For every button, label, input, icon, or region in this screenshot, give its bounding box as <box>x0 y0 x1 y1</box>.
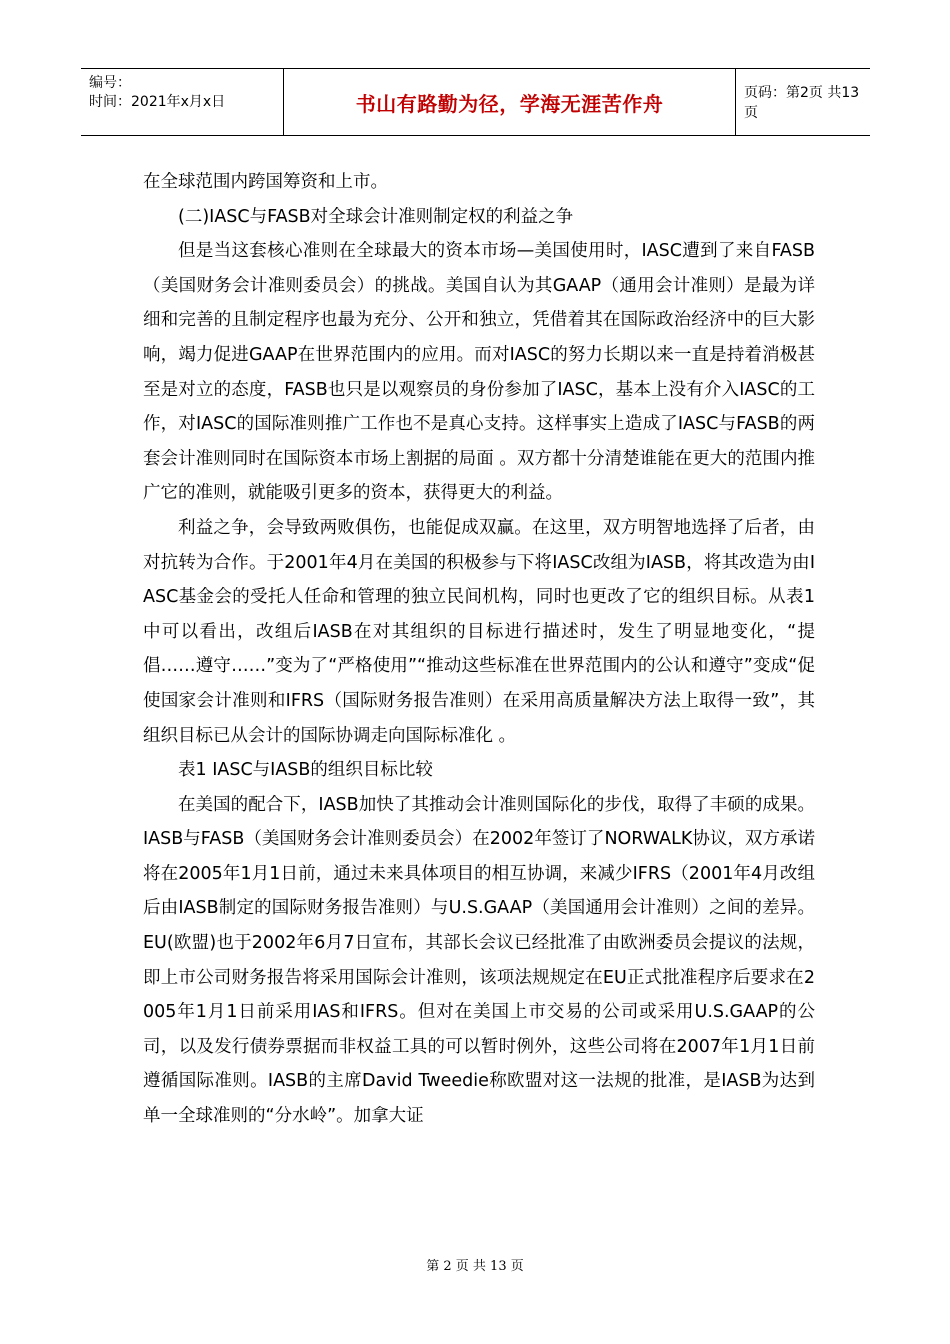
page-footer: 第 2 页 共 13 页 <box>426 1259 524 1274</box>
document-body <box>143 165 815 1134</box>
page-header <box>81 68 870 136</box>
document-time-label: 时间：2021年x月x日 <box>89 94 226 110</box>
header-motto-cell <box>283 69 736 135</box>
header-page-info: 页码：第2页 共13页 <box>744 85 860 121</box>
paragraph: 利益之争，会导致两败俱伤，也能促成双赢。在这里，双方明智地选择了后者，由对抗转为合作。于2001年4月在美国的积极参与下将IASC改组为IASB，将其改造为由IASC基金会的受托人任命和管理的独立民间机构，同时也更改了它的组织目标。从表1中可以看出，改组后IASB在对其组织的目标进行描述时，发生了明显地变化，“提倡……遵守……”变为了“严格使用”“推动这些标准在世界范围内的公认和遵守”变成“促使国家会计准则和IFRS（国际财务报告准则）在采用高质量解决方法上取得一致”，其组织目标已从会计的国际协调走向国际标准化 。 <box>143 517 815 746</box>
paragraph: 但是当这套核心准则在全球最大的资本市场—美国使用时，IASC遭到了来自FASB（美国财务会计准则委员会）的挑战。美国自认为其GAAP（通用会计准则）是最为详细和完善的且制定程序也最为充分、公开和独立，凭借着其在国际政治经济中的巨大影响，竭力促进GAAP在世界范围内的应用。而对IASC的努力长期以来一直是持着消极甚至是对立的态度，FASB也只是以观察员的身份参加了IASC，基本上没有介入IASC的工作，对IASC的国际准则推广工作也不是真心支持。这样事实上造成了IASC与FASB的两套会计准则同时在国际资本市场上割据的局面 。双方都十分清楚谁能在更大的范围内推广它的准则，就能吸引更多的资本，获得更大的利益。 <box>143 241 815 504</box>
header-page-cell <box>736 69 870 135</box>
document-number-label: 编号： <box>89 75 131 91</box>
section-heading: (二)IASC与FASB对全球会计准则制定权的利益之争 <box>178 206 574 227</box>
paragraph: 在美国的配合下，IASB加快了其推动会计准则国际化的步伐，取得了丰硕的成果。IASB与FASB（美国财务会计准则委员会）在2002年签订了NORWALK协议，双方承诺将在2005年1月1日前，通过未来具体项目的相互协调，来减少IFRS（2001年4月改组后由IASB制定的国际财务报告准则）与U.S.GAAP（美国通用会计准则）之间的差异。EU(欧盟)也于2002年6月7日宣布，其部长会议已经批准了由欧洲委员会提议的法规，即上市公司财务报告将采用国际会计准则，该项法规规定在EU正式批准程序后要求在2005年1月1日前采用IAS和IFRS。但对在美国上市交易的公司或采用U.S.GAAP的公司，以及发行债券票据而非权益工具的可以暂时例外，这些公司将在2007年1月1日前遵循国际准则。IASB的主席David Tweedie称欧盟对这一法规的批准，是IASB为达到单一全球准则的“分水岭”。加拿大证 <box>143 794 815 1127</box>
header-motto: 书山有路勤为径，学海无涯苦作舟 <box>355 91 664 116</box>
table-caption: 表1 IASC与IASB的组织目标比较 <box>178 760 433 781</box>
header-meta-cell <box>81 69 283 135</box>
paragraph-continuation: 在全球范围内跨国筹资和上市。 <box>143 172 388 192</box>
